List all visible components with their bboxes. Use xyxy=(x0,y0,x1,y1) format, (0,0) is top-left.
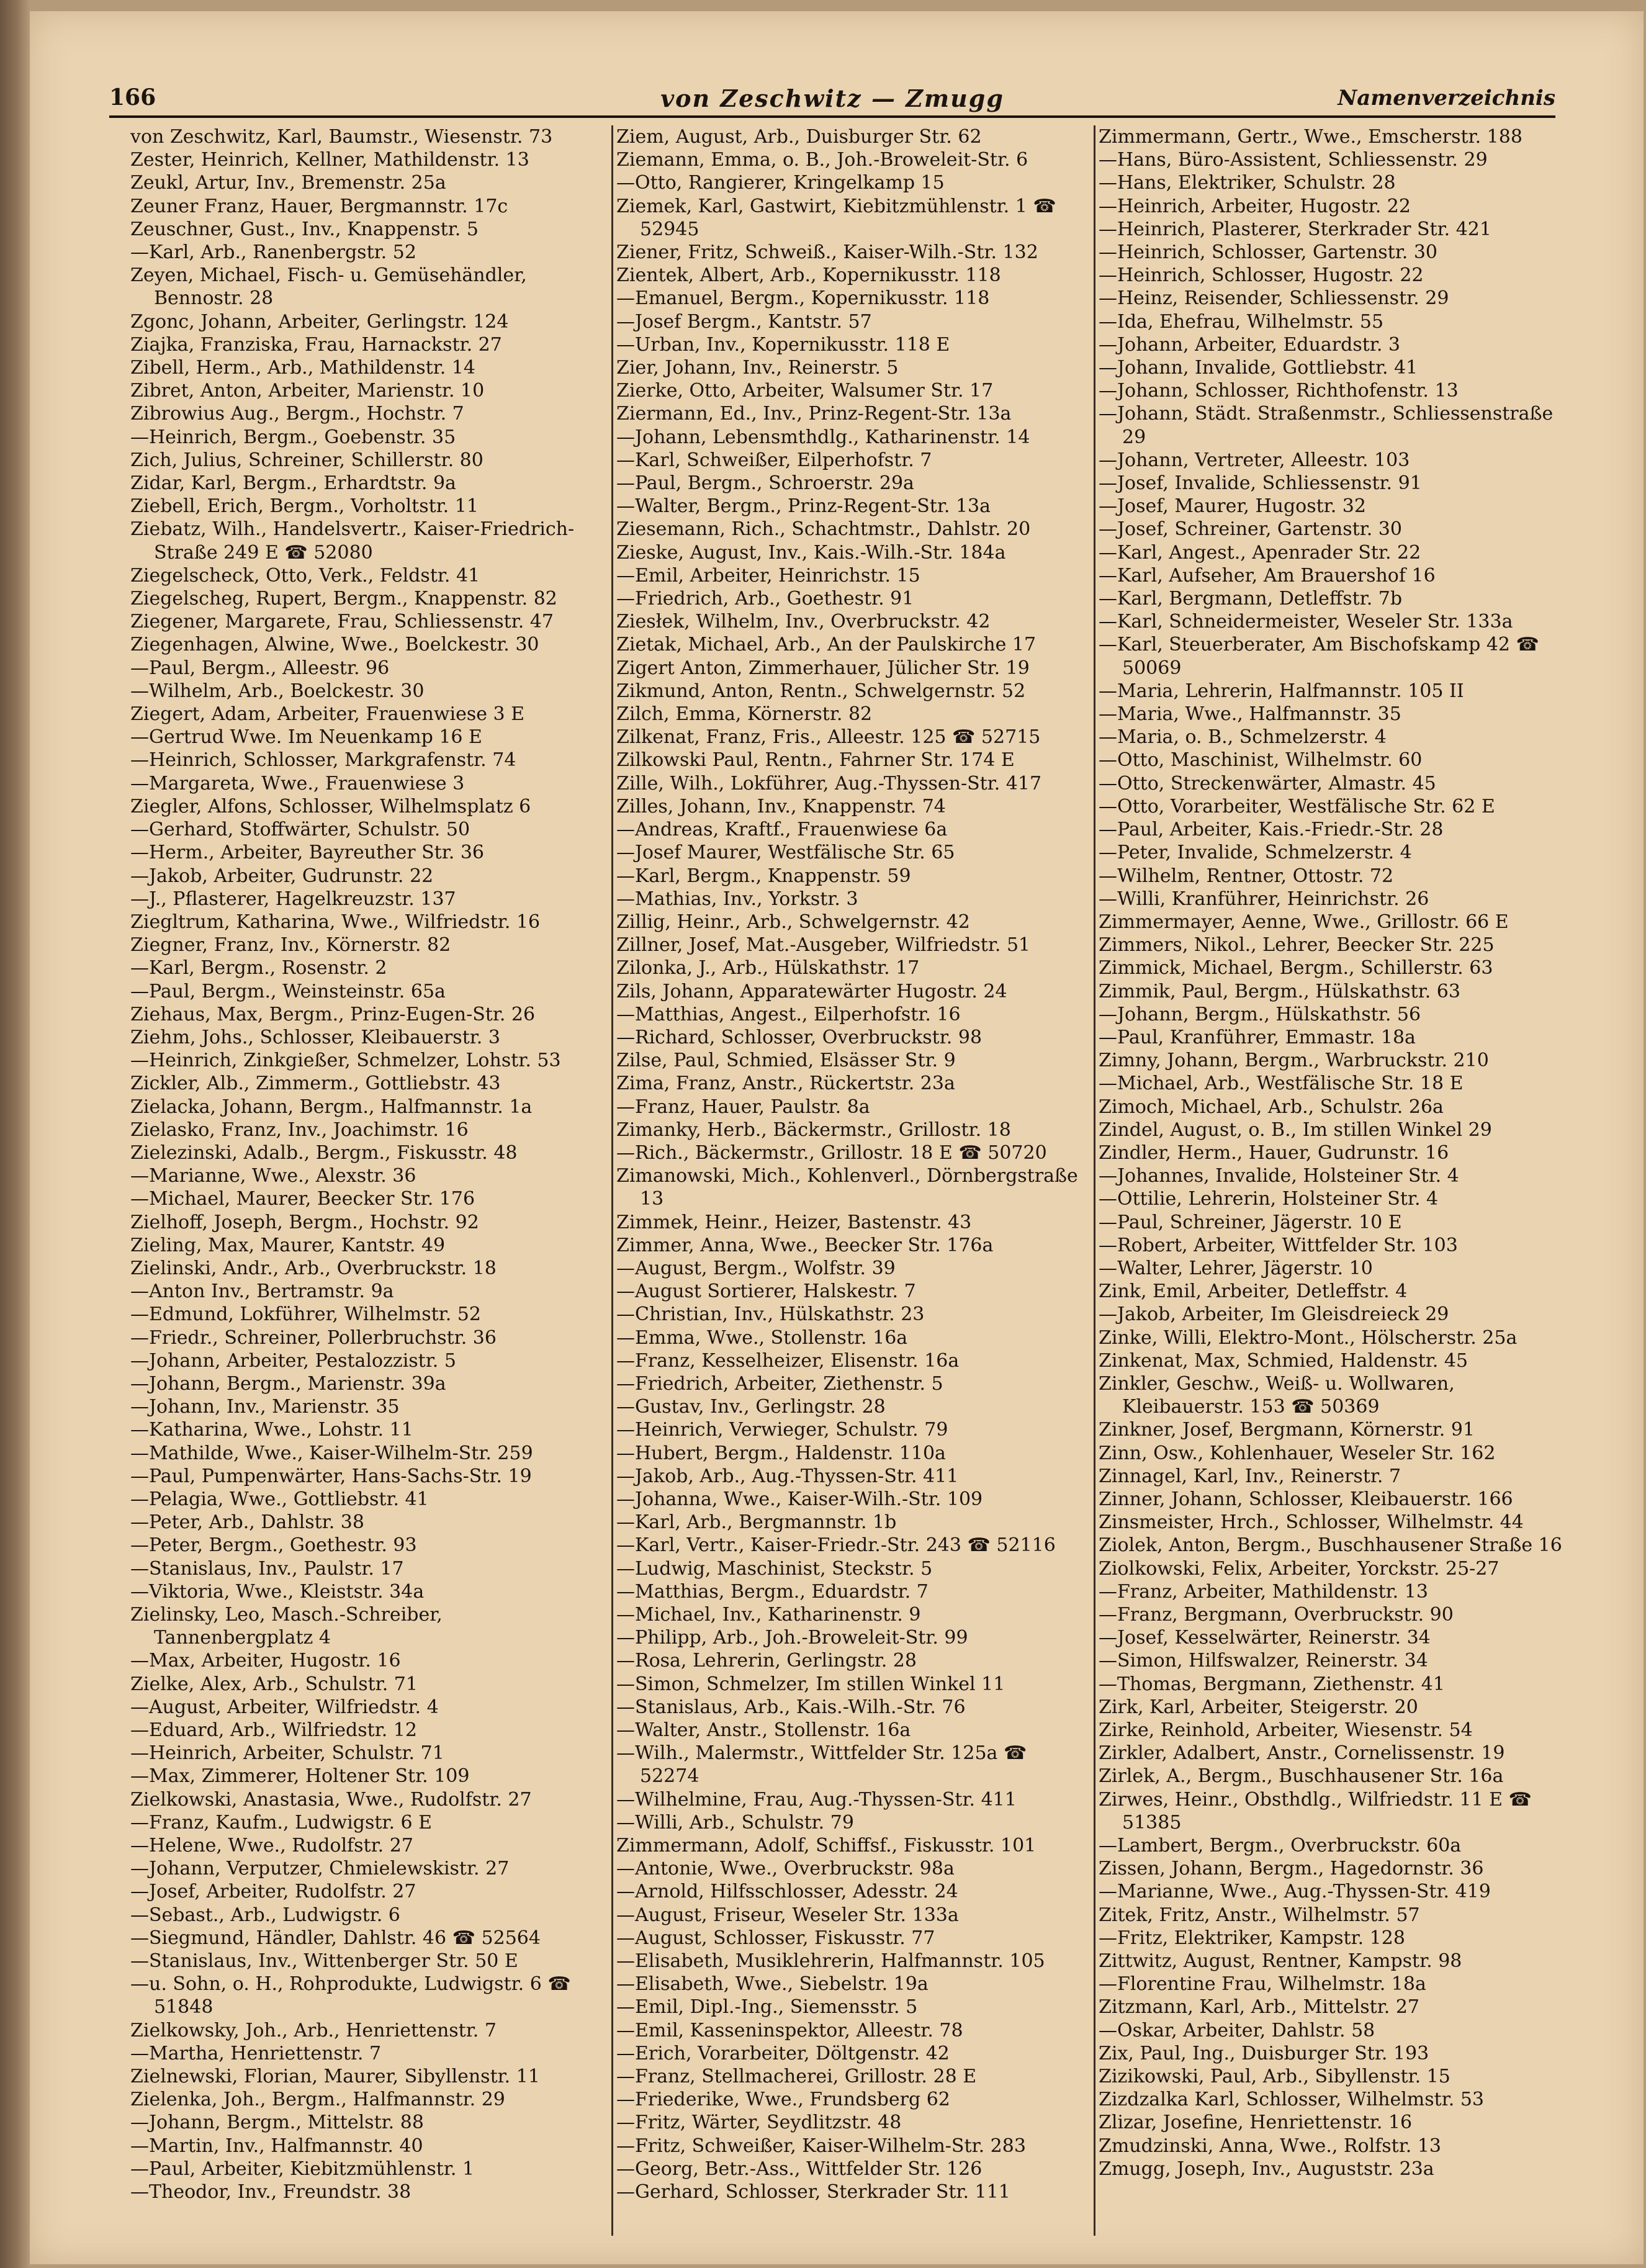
directory-entry: Ziegelscheck, Otto, Verk., Feldstr. 41 xyxy=(130,564,480,587)
directory-entry: —Margareta, Wwe., Frauenwiese 3 xyxy=(130,772,465,794)
directory-entry: Zielhoff, Joseph, Bergm., Hochstr. 92 xyxy=(130,1211,479,1233)
directory-entry: —Otto, Vorarbeiter, Westfälische Str. 62 E xyxy=(1099,795,1495,817)
directory-entry: —Walter, Lehrer, Jägerstr. 10 xyxy=(1099,1257,1373,1279)
directory-entry: Zinke, Willi, Elektro-Mont., Hölscherstr. 25a xyxy=(1099,1326,1518,1349)
directory-entry: —Richard, Schlosser, Overbruckstr. 98 xyxy=(616,1026,983,1048)
directory-entry: Zeukl, Artur, Inv., Bremenstr. 25a xyxy=(130,172,446,194)
directory-entry: —Anton Inv., Bertramstr. 9a xyxy=(130,1280,394,1303)
directory-entry: Zimny, Johann, Bergm., Warbruckstr. 210 xyxy=(1099,1050,1489,1072)
directory-entry: —Viktoria, Wwe., Kleiststr. 34a xyxy=(130,1580,425,1603)
directory-entry: —August, Schlosser, Fiskusstr. 77 xyxy=(616,1927,935,1949)
directory-entry: —Friedrich, Arb., Goethestr. 91 xyxy=(616,588,914,610)
directory-entry: Zilles, Johann, Inv., Knappenstr. 74 xyxy=(616,795,946,817)
directory-entry: —Heinrich, Schlosser, Hugostr. 22 xyxy=(1099,264,1424,287)
directory-entry: —Georg, Betr.-Ass., Wittfelder Str. 126 xyxy=(616,2158,983,2180)
directory-entry: —Wilhelm, Rentner, Ottostr. 72 xyxy=(1099,865,1394,887)
directory-entry: —Gertrud Wwe. Im Neuenkamp 16 E xyxy=(130,726,482,749)
directory-entry: Zibell, Herm., Arb., Mathildenstr. 14 xyxy=(130,357,475,379)
directory-entry: Zizdzalka Karl, Schlosser, Wilhelmstr. 53 xyxy=(1099,2089,1484,2111)
directory-entry: —Marianne, Wwe., Aug.-Thyssen-Str. 419 xyxy=(1099,1881,1491,1903)
directory-entry: Zilkenat, Franz, Fris., Alleestr. 125 ☎ 52715 xyxy=(616,726,1041,749)
directory-entry: —Peter, Bergm., Goethestr. 93 xyxy=(130,1534,417,1557)
directory-entry: Zmugg, Joseph, Inv., Auguststr. 23a xyxy=(1099,2158,1434,2180)
directory-entry: Zix, Paul, Ing., Duisburger Str. 193 xyxy=(1099,2042,1429,2064)
directory-entry: —Johann, Invalide, Gottliebstr. 41 xyxy=(1099,357,1418,379)
directory-entry: Ziesłek, Wilhelm, Inv., Overbruckstr. 42 xyxy=(616,611,991,633)
directory-entry: —Siegmund, Händler, Dahlstr. 46 ☎ 52564 xyxy=(130,1927,541,1949)
directory-entry: —Franz, Kesselheizer, Elisenstr. 16a xyxy=(616,1349,960,1372)
directory-entry: —Antonie, Wwe., Overbruckstr. 98a xyxy=(616,1858,955,1880)
directory-entry: Zier, Johann, Inv., Reinerstr. 5 xyxy=(616,357,899,379)
directory-entry: Ziegelscheg, Rupert, Bergm., Knappenstr. 82 xyxy=(130,588,557,610)
directory-entry: Ziehaus, Max, Bergm., Prinz-Eugen-Str. 26 xyxy=(130,1003,536,1025)
directory-entry: —Josef, Kesselwärter, Reinerstr. 34 xyxy=(1099,1627,1431,1649)
directory-entry: Zillig, Heinr., Arb., Schwelgernstr. 42 xyxy=(616,911,970,933)
directory-entry: —Karl, Bergm., Knappenstr. 59 xyxy=(616,865,911,887)
directory-entry: —Peter, Invalide, Schmelzerstr. 4 xyxy=(1099,842,1412,864)
directory-column-3 xyxy=(1099,125,1570,2180)
directory-entry: Zientek, Albert, Arb., Kopernikusstr. 118 xyxy=(616,264,1001,287)
directory-entry: Zinn, Osw., Kohlenhauer, Weseler Str. 162 xyxy=(1099,1442,1496,1464)
directory-entry: —Paul, Kranführer, Emmastr. 18a xyxy=(1099,1026,1416,1048)
directory-entry: —Rosa, Lehrerin, Gerlingstr. 28 xyxy=(616,1650,917,1672)
directory-entry: —Josef Maurer, Westfälische Str. 65 xyxy=(616,842,955,864)
directory-entry: Zils, Johann, Apparatewärter Hugostr. 24 xyxy=(616,980,1007,1002)
directory-entry: Zindler, Herm., Hauer, Gudrunstr. 16 xyxy=(1099,1141,1449,1164)
directory-entry: —Fritz, Schweißer, Kaiser-Wilhelm-Str. 283 xyxy=(616,2135,1026,2157)
directory-entry: Zissen, Johann, Bergm., Hagedornstr. 36 xyxy=(1099,1858,1484,1880)
directory-entry: Zima, Franz, Anstr., Rückertstr. 23a xyxy=(616,1073,955,1095)
directory-entry: —Johann, Arbeiter, Pestalozzistr. 5 xyxy=(130,1349,456,1372)
directory-entry: Ziajka, Franziska, Frau, Harnackstr. 27 xyxy=(130,333,502,356)
directory-entry: —Edmund, Lokführer, Wilhelmstr. 52 xyxy=(130,1303,481,1326)
directory-entry: Zindel, August, o. B., Im stillen Winkel 29 xyxy=(1099,1118,1492,1141)
directory-entry: —Paul, Bergm., Schroerstr. 29a xyxy=(616,472,914,495)
directory-entry: —Maria, o. B., Schmelzerstr. 4 xyxy=(1099,726,1387,749)
directory-entry: Ziegert, Adam, Arbeiter, Frauenwiese 3 E xyxy=(130,703,525,726)
directory-entry: —Paul, Arbeiter, Kiebitzmühlenstr. 1 xyxy=(130,2158,475,2180)
directory-entry: —Simon, Hilfswalzer, Reinerstr. 34 xyxy=(1099,1650,1428,1672)
directory-entry: Zitzmann, Karl, Arb., Mittelstr. 27 xyxy=(1099,1996,1419,2018)
directory-entry: —Hubert, Bergm., Haldenstr. 110a xyxy=(616,1442,946,1464)
directory-entry: Zinnagel, Karl, Inv., Reinerstr. 7 xyxy=(1099,1465,1401,1487)
directory-entry: Zeyen, Michael, Fisch- u. Gemüsehändler, Bennostr. 28 xyxy=(130,264,527,310)
directory-entry: —Karl, Arb., Bergmannstr. 1b xyxy=(616,1511,897,1534)
directory-entry: Zimmik, Paul, Bergm., Hülskathstr. 63 xyxy=(1099,980,1460,1002)
range-title: von Zeschwitz — Zmugg xyxy=(660,84,1004,112)
column-divider-2 xyxy=(1094,125,1095,2236)
directory-entry: Zlizar, Josefine, Henriettenstr. 16 xyxy=(1099,2112,1413,2134)
directory-entry: Ziemann, Emma, o. B., Joh.-Broweleit-Str. 6 xyxy=(616,149,1028,171)
directory-entry: Ziolek, Anton, Bergm., Buschhausener Straße 16 xyxy=(1099,1534,1562,1557)
directory-entry: Ziegltrum, Katharina, Wwe., Wilfriedstr. 16 xyxy=(130,911,541,933)
directory-entry: —Rich., Bäckermstr., Grillostr. 18 E ☎ 50720 xyxy=(616,1141,1047,1164)
directory-entry: —Simon, Schmelzer, Im stillen Winkel 11 xyxy=(616,1673,1005,1695)
directory-entry: —Franz, Bergmann, Overbruckstr. 90 xyxy=(1099,1604,1454,1626)
directory-entry: Zielezinski, Adalb., Bergm., Fiskusstr. 48 xyxy=(130,1141,518,1164)
directory-entry: —Heinrich, Plasterer, Sterkrader Str. 421 xyxy=(1099,218,1491,240)
directory-entry: —August, Bergm., Wolfstr. 39 xyxy=(616,1257,896,1279)
directory-entry: —Mathilde, Wwe., Kaiser-Wilhelm-Str. 259 xyxy=(130,1442,533,1464)
directory-entry: Ziehm, Johs., Schlosser, Kleibauerstr. 3 xyxy=(130,1026,500,1048)
directory-entry: —Josef, Arbeiter, Rudolfstr. 27 xyxy=(130,1881,416,1903)
directory-entry: —Emil, Dipl.-Ing., Siemensstr. 5 xyxy=(616,1996,918,2018)
directory-entry: —Heinrich, Arbeiter, Schulstr. 71 xyxy=(130,1742,444,1765)
directory-entry: —Stanislaus, Inv., Wittenberger Str. 50 E xyxy=(130,1950,518,1973)
directory-entry: —Otto, Maschinist, Wilhelmstr. 60 xyxy=(1099,749,1423,772)
directory-entry: —Franz, Hauer, Paulstr. 8a xyxy=(616,1096,870,1118)
directory-entry: —Josef, Maurer, Hugostr. 32 xyxy=(1099,495,1366,518)
directory-entry: —Emil, Arbeiter, Heinrichstr. 15 xyxy=(616,564,920,587)
directory-entry: Ziener, Fritz, Schweiß., Kaiser-Wilh.-Str. 132 xyxy=(616,241,1038,264)
directory-entry: —Walter, Anstr., Stollenstr. 16a xyxy=(616,1719,911,1742)
directory-entry: —Johann, Bergm., Marienstr. 39a xyxy=(130,1372,446,1395)
directory-entry: —Karl, Steuerberater, Am Bischofskamp 42 ☎ 50069 xyxy=(1099,634,1539,679)
directory-entry: Ziem, August, Arb., Duisburger Str. 62 xyxy=(616,126,982,148)
directory-entry: Zinner, Johann, Schlosser, Kleibauerstr. 166 xyxy=(1099,1488,1513,1510)
directory-entry: —Karl, Vertr., Kaiser-Friedr.-Str. 243 ☎ 52116 xyxy=(616,1534,1056,1557)
directory-entry: —Robert, Arbeiter, Wittfelder Str. 103 xyxy=(1099,1234,1458,1256)
directory-entry: Zimmermayer, Aenne, Wwe., Grillostr. 66 E xyxy=(1099,911,1509,933)
directory-entry: —Josef, Schreiner, Gartenstr. 30 xyxy=(1099,518,1402,541)
directory-entry: Zilse, Paul, Schmied, Elsässer Str. 9 xyxy=(616,1050,956,1072)
directory-entry: —Katharina, Wwe., Lohstr. 11 xyxy=(130,1419,413,1441)
column-divider-1 xyxy=(611,125,613,2236)
directory-entry: Zielkowsky, Joh., Arb., Henriettenstr. 7 xyxy=(130,2019,497,2041)
directory-entry: —Michael, Arb., Westfälische Str. 18 E xyxy=(1099,1073,1464,1095)
directory-entry: —Matthias, Bergm., Eduardstr. 7 xyxy=(616,1580,929,1603)
book-binding-edge xyxy=(0,0,30,2268)
directory-entry: Zielinsky, Leo, Masch.-Schreiber, Tannenbergplatz 4 xyxy=(130,1604,443,1649)
directory-entry: —Josef Bergm., Kantstr. 57 xyxy=(616,310,872,333)
directory-entry: Ziegler, Alfons, Schlosser, Wilhelmsplatz 6 xyxy=(130,795,531,817)
directory-entry: —Heinz, Reisender, Schliessenstr. 29 xyxy=(1099,287,1449,310)
directory-entry: Zietak, Michael, Arb., An der Paulskirche 17 xyxy=(616,634,1037,656)
directory-entry: —Matthias, Angest., Eilperhofstr. 16 xyxy=(616,1003,961,1025)
directory-entry: Ziebell, Erich, Bergm., Vorholtstr. 11 xyxy=(130,495,479,518)
directory-entry: —Johann, Vertreter, Alleestr. 103 xyxy=(1099,449,1410,471)
directory-entry: Zielinski, Andr., Arb., Overbruckstr. 18 xyxy=(130,1257,497,1279)
directory-entry: Zinkler, Geschw., Weiß- u. Wollwaren, Kleibauerstr. 153 ☎ 50369 xyxy=(1099,1372,1455,1418)
directory-entry: —Ida, Ehefrau, Wilhelmstr. 55 xyxy=(1099,310,1384,333)
directory-entry: —Elisabeth, Wwe., Siebelstr. 19a xyxy=(616,1973,929,1996)
directory-entry: —Ottilie, Lehrerin, Holsteiner Str. 4 xyxy=(1099,1188,1439,1210)
directory-entry: Zilkowski Paul, Rentn., Fahrner Str. 174 E xyxy=(616,749,1015,772)
directory-entry: —Max, Arbeiter, Hugostr. 16 xyxy=(130,1650,401,1672)
directory-entry: Zibrowius Aug., Bergm., Hochstr. 7 xyxy=(130,403,464,425)
directory-entry: Zielke, Alex, Arb., Schulstr. 71 xyxy=(130,1673,418,1695)
directory-entry: Zimmers, Nikol., Lehrer, Beecker Str. 225 xyxy=(1099,934,1495,956)
directory-entry: —Sebast., Arb., Ludwigstr. 6 xyxy=(130,1904,400,1926)
directory-entry: —Karl, Schneidermeister, Weseler Str. 133a xyxy=(1099,611,1513,633)
directory-entry: —Heinrich, Bergm., Goebenstr. 35 xyxy=(130,426,456,448)
directory-entry: —Pelagia, Wwe., Gottliebstr. 41 xyxy=(130,1488,429,1510)
directory-entry: Zink, Emil, Arbeiter, Detleffstr. 4 xyxy=(1099,1280,1408,1303)
directory-entry: Zich, Julius, Schreiner, Schillerstr. 80 xyxy=(130,449,483,471)
directory-entry: Zizikowski, Paul, Arb., Sibyllenstr. 15 xyxy=(1099,2066,1450,2088)
directory-entry: —Willi, Kranführer, Heinrichstr. 26 xyxy=(1099,888,1429,910)
directory-entry: Zeuschner, Gust., Inv., Knappenstr. 5 xyxy=(130,218,479,240)
directory-entry: —Ludwig, Maschinist, Steckstr. 5 xyxy=(616,1557,933,1580)
directory-entry: —Andreas, Kraftf., Frauenwiese 6a xyxy=(616,819,948,841)
section-title: Namenverzeichnis xyxy=(1338,86,1555,110)
directory-entry: —Hans, Büro-Assistent, Schliessenstr. 29 xyxy=(1099,149,1488,171)
directory-entry: —August, Friseur, Weseler Str. 133a xyxy=(616,1904,959,1926)
directory-entry: —Franz, Kaufm., Ludwigstr. 6 E xyxy=(130,1811,433,1834)
directory-entry: —August Sortierer, Halskestr. 7 xyxy=(616,1280,916,1303)
directory-entry: —Urban, Inv., Kopernikusstr. 118 E xyxy=(616,333,950,356)
directory-entry: —Wilh., Malermstr., Wittfelder Str. 125a ☎ 52274 xyxy=(616,1742,1027,1788)
directory-entry: Zmudzinski, Anna, Wwe., Rolfstr. 13 xyxy=(1099,2135,1442,2157)
directory-entry: —Maria, Wwe., Halfmannstr. 35 xyxy=(1099,703,1401,726)
directory-entry: Zirke, Reinhold, Arbeiter, Wiesenstr. 54 xyxy=(1099,1719,1473,1742)
directory-entry: —Thomas, Bergmann, Ziethenstr. 41 xyxy=(1099,1673,1445,1695)
directory-entry: —Jakob, Arbeiter, Im Gleisdreieck 29 xyxy=(1099,1303,1449,1326)
directory-entry: Ziemek, Karl, Gastwirt, Kiebitzmühlenstr. 1 ☎ 52945 xyxy=(616,195,1056,240)
directory-entry: —Christian, Inv., Hülskathstr. 23 xyxy=(616,1303,925,1326)
directory-entry: Zirk, Karl, Arbeiter, Steigerstr. 20 xyxy=(1099,1696,1418,1718)
directory-entry: —Emma, Wwe., Stollenstr. 16a xyxy=(616,1326,908,1349)
directory-entry: —u. Sohn, o. H., Rohprodukte, Ludwigstr. 6 ☎ 51848 xyxy=(130,1973,571,2018)
directory-entry: —Johann, Arbeiter, Eduardstr. 3 xyxy=(1099,333,1401,356)
header-rule xyxy=(109,115,1555,118)
directory-entry: —Otto, Rangierer, Kringelkamp 15 xyxy=(616,172,945,194)
directory-entry: —Karl, Bergm., Rosenstr. 2 xyxy=(130,957,387,979)
directory-entry: Zilch, Emma, Körnerstr. 82 xyxy=(616,703,873,726)
page-number: 166 xyxy=(109,84,156,110)
directory-entry: —Karl, Aufseher, Am Brauershof 16 xyxy=(1099,564,1436,587)
directory-entry: —Maria, Lehrerin, Halfmannstr. 105 II xyxy=(1099,680,1464,702)
directory-entry: Zittwitz, August, Rentner, Kampstr. 98 xyxy=(1099,1950,1462,1973)
directory-entry: Ziegner, Franz, Inv., Körnerstr. 82 xyxy=(130,934,451,956)
directory-entry: —Friederike, Wwe., Frundsberg 62 xyxy=(616,2089,950,2111)
directory-entry: Zimmek, Heinr., Heizer, Bastenstr. 43 xyxy=(616,1211,972,1233)
directory-entry: —Oskar, Arbeiter, Dahlstr. 58 xyxy=(1099,2019,1375,2041)
directory-entry: Ziesemann, Rich., Schachtmstr., Dahlstr. 20 xyxy=(616,518,1031,541)
directory-entry: —Heinrich, Schlosser, Markgrafenstr. 74 xyxy=(130,749,516,772)
directory-entry: —J., Pflasterer, Hagelkreuzstr. 137 xyxy=(130,888,456,910)
directory-entry: Zester, Heinrich, Kellner, Mathildenstr. 13 xyxy=(130,149,529,171)
directory-entry: —Helene, Wwe., Rudolfstr. 27 xyxy=(130,1835,413,1857)
directory-entry: —Theodor, Inv., Freundstr. 38 xyxy=(130,2181,412,2203)
directory-entry: —Walter, Bergm., Prinz-Regent-Str. 13a xyxy=(616,495,991,518)
directory-entry: —Johann, Schlosser, Richthofenstr. 13 xyxy=(1099,380,1459,402)
directory-entry: Zikmund, Anton, Rentn., Schwelgernstr. 52 xyxy=(616,680,1026,702)
directory-entry: —Erich, Vorarbeiter, Döltgenstr. 42 xyxy=(616,2042,950,2064)
directory-entry: —Lambert, Bergm., Overbruckstr. 60a xyxy=(1099,1835,1462,1857)
directory-entry: Ziegenhagen, Alwine, Wwe., Boelckestr. 30 xyxy=(130,634,539,656)
directory-entry: —Michael, Maurer, Beecker Str. 176 xyxy=(130,1188,475,1210)
directory-entry: —Marianne, Wwe., Alexstr. 36 xyxy=(130,1165,416,1187)
directory-entry: Zielenka, Joh., Bergm., Halfmannstr. 29 xyxy=(130,2089,505,2111)
directory-entry: Zibret, Anton, Arbeiter, Marienstr. 10 xyxy=(130,380,485,402)
directory-entry: Zillner, Josef, Mat.-Ausgeber, Wilfriedstr. 51 xyxy=(616,934,1031,956)
directory-entry: —Johannes, Invalide, Holsteiner Str. 4 xyxy=(1099,1165,1459,1187)
directory-entry: —Gerhard, Stoffwärter, Schulstr. 50 xyxy=(130,819,470,841)
directory-entry: Zirlek, A., Bergm., Buschhausener Str. 16a xyxy=(1099,1765,1504,1788)
directory-entry: —Johanna, Wwe., Kaiser-Wilh.-Str. 109 xyxy=(616,1488,983,1510)
directory-entry: —Paul, Bergm., Weinsteinstr. 65a xyxy=(130,980,446,1002)
directory-entry: —Fritz, Wärter, Seydlitzstr. 48 xyxy=(616,2112,902,2134)
directory-entry: Zickler, Alb., Zimmerm., Gottliebstr. 43 xyxy=(130,1073,501,1095)
directory-entry: Ziermann, Ed., Inv., Prinz-Regent-Str. 13a xyxy=(616,403,1012,425)
directory-entry: —Max, Zimmerer, Holtener Str. 109 xyxy=(130,1765,470,1788)
directory-entry: —Jakob, Arb., Aug.-Thyssen-Str. 411 xyxy=(616,1465,959,1487)
directory-entry: —Paul, Pumpenwärter, Hans-Sachs-Str. 19 xyxy=(130,1465,532,1487)
directory-entry: Zimmick, Michael, Bergm., Schillerstr. 63 xyxy=(1099,957,1493,979)
directory-entry: Zinkner, Josef, Bergmann, Körnerstr. 91 xyxy=(1099,1419,1475,1441)
directory-entry: —Franz, Arbeiter, Mathildenstr. 13 xyxy=(1099,1580,1428,1603)
directory-entry: —Josef, Invalide, Schliessenstr. 91 xyxy=(1099,472,1422,495)
directory-entry: Zeuner Franz, Hauer, Bergmannstr. 17c xyxy=(130,195,508,217)
directory-entry: Zimmer, Anna, Wwe., Beecker Str. 176a xyxy=(616,1234,994,1256)
directory-entry: —Gustav, Inv., Gerlingstr. 28 xyxy=(616,1396,886,1418)
directory-entry: —Paul, Schreiner, Jägerstr. 10 E xyxy=(1099,1211,1402,1233)
directory-entry: —Emanuel, Bergm., Kopernikusstr. 118 xyxy=(616,287,990,310)
directory-entry: Zielacka, Johann, Bergm., Halfmannstr. 1a xyxy=(130,1096,533,1118)
directory-entry: —Stanislaus, Inv., Paulstr. 17 xyxy=(130,1557,404,1580)
directory-entry: —Michael, Inv., Katharinenstr. 9 xyxy=(616,1604,921,1626)
directory-entry: —Arnold, Hilfsschlosser, Adesstr. 24 xyxy=(616,1881,958,1903)
directory-entry: —Johann, Verputzer, Chmielewskistr. 27 xyxy=(130,1858,510,1880)
directory-entry: Zitek, Fritz, Anstr., Wilhelmstr. 57 xyxy=(1099,1904,1420,1926)
directory-entry: —Karl, Bergmann, Detleffstr. 7b xyxy=(1099,588,1403,610)
directory-entry: Zgonc, Johann, Arbeiter, Gerlingstr. 124 xyxy=(130,310,509,333)
directory-entry: —Jakob, Arbeiter, Gudrunstr. 22 xyxy=(130,865,434,887)
directory-entry: —Peter, Arb., Dahlstr. 38 xyxy=(130,1511,364,1534)
directory-entry: —Johann, Lebensmthdlg., Katharinenstr. 14 xyxy=(616,426,1030,448)
directory-entry: Zimmermann, Adolf, Schiffsf., Fiskusstr. 101 xyxy=(616,1835,1037,1857)
directory-entry: Zinsmeister, Hrch., Schlosser, Wilhelmstr. 44 xyxy=(1099,1511,1524,1534)
directory-entry: Zierke, Otto, Arbeiter, Walsumer Str. 17 xyxy=(616,380,994,402)
directory-entry: Zirkler, Adalbert, Anstr., Cornelissenstr. 19 xyxy=(1099,1742,1505,1765)
directory-entry: Zielnewski, Florian, Maurer, Sibyllenstr. 11 xyxy=(130,2066,540,2088)
directory-entry: —Heinrich, Schlosser, Gartenstr. 30 xyxy=(1099,241,1438,264)
directory-entry: Zille, Wilh., Lokführer, Aug.-Thyssen-Str. 417 xyxy=(616,772,1042,794)
directory-entry: Zimmermann, Gertr., Wwe., Emscherstr. 188 xyxy=(1099,126,1522,148)
directory-entry: —Karl, Arb., Ranenbergstr. 52 xyxy=(130,241,416,264)
directory-entry: —Gerhard, Schlosser, Sterkrader Str. 111 xyxy=(616,2181,1010,2203)
directory-entry: Ziegener, Margarete, Frau, Schliessenstr. 47 xyxy=(130,611,554,633)
directory-entry: Zinkenat, Max, Schmied, Haldenstr. 45 xyxy=(1099,1349,1468,1372)
directory-entry: —Johann, Städt. Straßenmstr., Schliessenstraße 29 xyxy=(1099,403,1554,448)
directory-entry: —Heinrich, Zinkgießer, Schmelzer, Lohstr. 53 xyxy=(130,1050,561,1072)
directory-column-2 xyxy=(616,125,1088,2203)
directory-entry: von Zeschwitz, Karl, Baumstr., Wiesenstr. 73 xyxy=(130,126,553,148)
page-header xyxy=(109,79,1555,118)
directory-entry: —Willi, Arb., Schulstr. 79 xyxy=(616,1811,854,1834)
directory-entry: —Paul, Bergm., Alleestr. 96 xyxy=(130,657,390,679)
directory-entry: —Philipp, Arb., Joh.-Broweleit-Str. 99 xyxy=(616,1627,968,1649)
directory-entry: Zirwes, Heinr., Obsthdlg., Wilfriedstr. 11 E ☎ 51385 xyxy=(1099,1788,1532,1834)
directory-entry: —Heinrich, Arbeiter, Hugostr. 22 xyxy=(1099,195,1411,217)
directory-entry: —Johann, Bergm., Hülskathstr. 56 xyxy=(1099,1003,1421,1025)
directory-entry: —Franz, Stellmacherei, Grillostr. 28 E xyxy=(616,2066,977,2088)
directory-entry: Ziebatz, Wilh., Handelsvertr., Kaiser-Friedrich-Straße 249 E ☎ 52080 xyxy=(130,518,575,564)
directory-entry: —Paul, Arbeiter, Kais.-Friedr.-Str. 28 xyxy=(1099,819,1444,841)
directory-entry: —Heinrich, Verwieger, Schulstr. 79 xyxy=(616,1419,948,1441)
directory-column-1 xyxy=(130,125,602,2203)
directory-entry: Zimoch, Michael, Arb., Schulstr. 26a xyxy=(1099,1096,1444,1118)
directory-entry: —Wilhelmine, Frau, Aug.-Thyssen-Str. 411 xyxy=(616,1788,1017,1811)
directory-entry: —Johann, Inv., Marienstr. 35 xyxy=(130,1396,400,1418)
directory-entry: Zimanowski, Mich., Kohlenverl., Dörnbergstraße 13 xyxy=(616,1165,1078,1210)
directory-entry: Zidar, Karl, Bergm., Erhardtstr. 9a xyxy=(130,472,456,495)
directory-entry: —Friedr., Schreiner, Pollerbruchstr. 36 xyxy=(130,1326,497,1349)
directory-entry: —Karl, Schweißer, Eilperhofstr. 7 xyxy=(616,449,932,471)
directory-entry: Zieling, Max, Maurer, Kantstr. 49 xyxy=(130,1234,446,1256)
directory-entry: —Friedrich, Arbeiter, Ziethenstr. 5 xyxy=(616,1372,943,1395)
directory-entry: Ziolkowski, Felix, Arbeiter, Yorckstr. 25-27 xyxy=(1099,1557,1500,1580)
directory-entry: —Karl, Angest., Apenrader Str. 22 xyxy=(1099,541,1421,564)
directory-entry: —Otto, Streckenwärter, Almastr. 45 xyxy=(1099,772,1436,794)
directory-entry: —Hans, Elektriker, Schulstr. 28 xyxy=(1099,172,1396,194)
directory-entry: —Johann, Bergm., Mittelstr. 88 xyxy=(130,2112,424,2134)
directory-entry: Zilonka, J., Arb., Hülskathstr. 17 xyxy=(616,957,920,979)
directory-entry: —Elisabeth, Musiklehrerin, Halfmannstr. 105 xyxy=(616,1950,1045,1973)
directory-entry: —August, Arbeiter, Wilfriedstr. 4 xyxy=(130,1696,439,1718)
directory-entry: —Emil, Kasseninspektor, Alleestr. 78 xyxy=(616,2019,963,2041)
directory-entry: —Stanislaus, Arb., Kais.-Wilh.-Str. 76 xyxy=(616,1696,966,1718)
directory-entry: —Mathias, Inv., Yorkstr. 3 xyxy=(616,888,858,910)
directory-entry: Zigert Anton, Zimmerhauer, Jülicher Str. 19 xyxy=(616,657,1030,679)
directory-entry: —Martha, Henriettenstr. 7 xyxy=(130,2042,382,2064)
directory-entry: Zielasko, Franz, Inv., Joachimstr. 16 xyxy=(130,1118,469,1141)
directory-entry: —Fritz, Elektriker, Kampstr. 128 xyxy=(1099,1927,1405,1949)
directory-entry: Zimanky, Herb., Bäckermstr., Grillostr. 18 xyxy=(616,1118,1011,1141)
directory-entry: —Herm., Arbeiter, Bayreuther Str. 36 xyxy=(130,842,484,864)
directory-entry: Zielkowski, Anastasia, Wwe., Rudolfstr. 27 xyxy=(130,1788,532,1811)
directory-entry: —Florentine Frau, Wilhelmstr. 18a xyxy=(1099,1973,1426,1996)
directory-entry: —Eduard, Arb., Wilfriedstr. 12 xyxy=(130,1719,417,1742)
directory-entry: Zieske, August, Inv., Kais.-Wilh.-Str. 184a xyxy=(616,541,1006,564)
directory-entry: —Wilhelm, Arb., Boelckestr. 30 xyxy=(130,680,425,702)
directory-entry: —Martin, Inv., Halfmannstr. 40 xyxy=(130,2135,423,2157)
